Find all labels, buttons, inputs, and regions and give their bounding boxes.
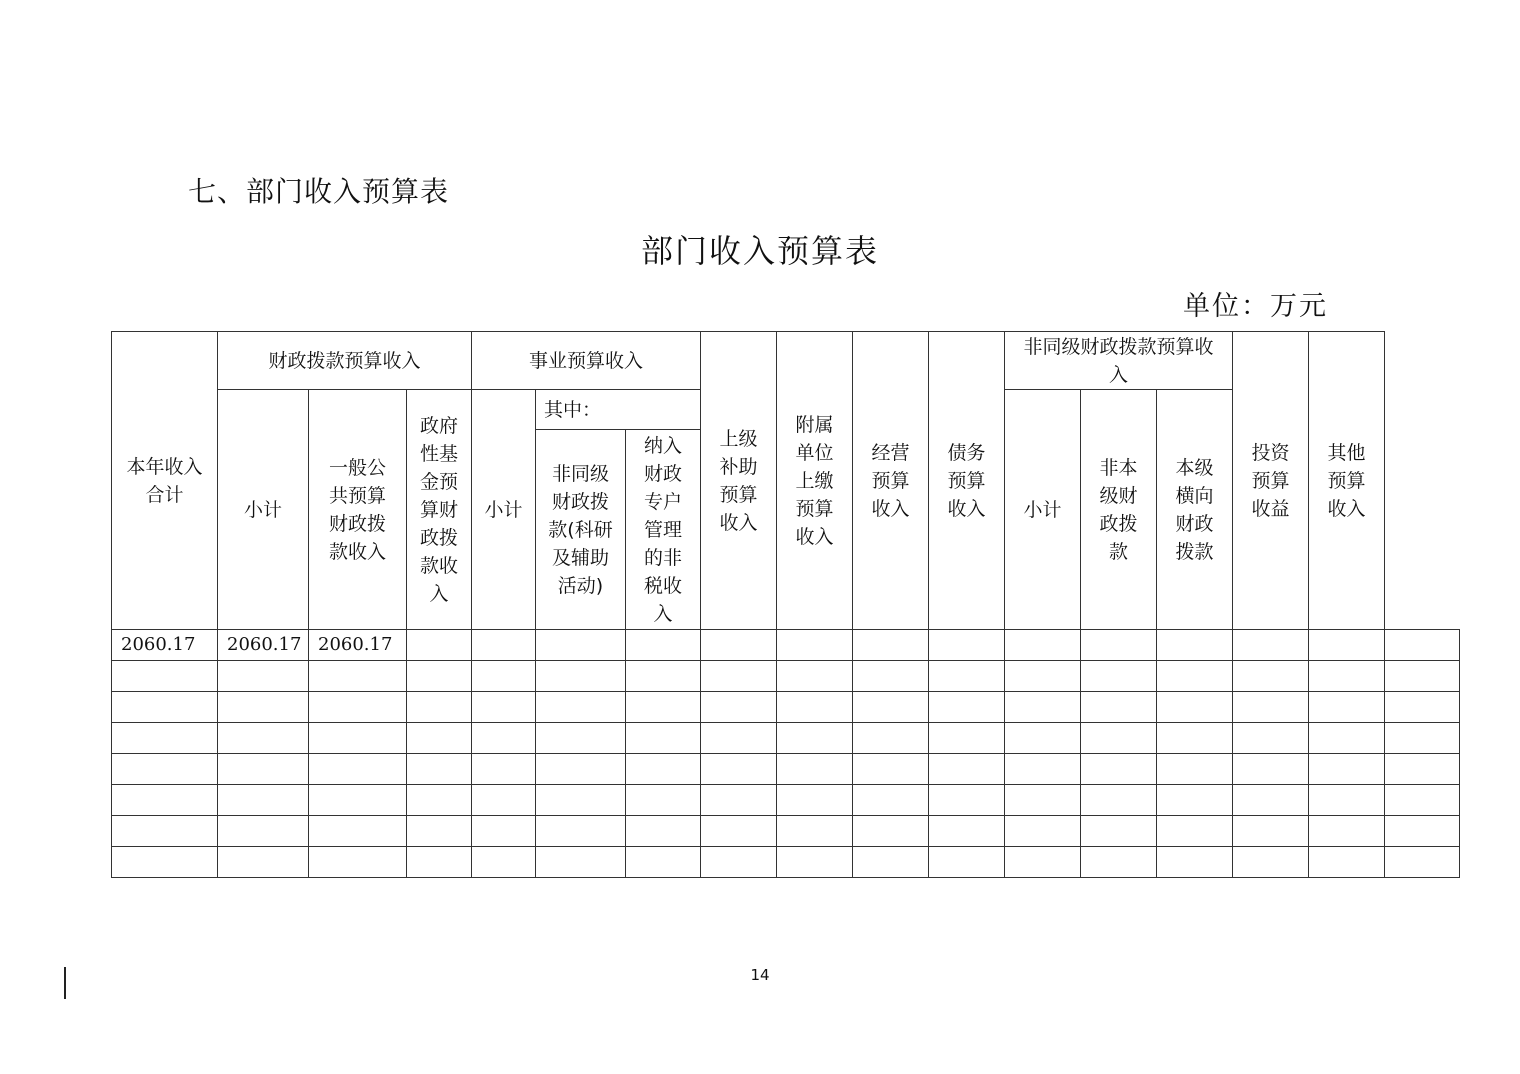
table-cell xyxy=(112,816,218,847)
table-cell xyxy=(536,723,626,754)
table-cell xyxy=(1005,847,1081,878)
table-cell xyxy=(1385,754,1460,785)
table-cell xyxy=(407,754,472,785)
table-cell xyxy=(626,661,701,692)
table-cell xyxy=(218,847,309,878)
table-cell xyxy=(929,754,1005,785)
table-cell xyxy=(1233,785,1309,816)
table-cell xyxy=(1081,692,1157,723)
table-cell xyxy=(536,630,626,661)
table-cell xyxy=(1309,816,1385,847)
table-cell xyxy=(929,692,1005,723)
header-operating: 经营预算收入 xyxy=(853,332,929,630)
table-row xyxy=(112,723,1460,754)
table-cell xyxy=(701,816,777,847)
table-cell xyxy=(309,754,407,785)
table-row xyxy=(112,816,1460,847)
table-cell xyxy=(218,785,309,816)
header-fiscal-general: 一般公共预算财政拨款收入 xyxy=(309,390,407,630)
table-cell xyxy=(407,785,472,816)
table-cell xyxy=(777,692,853,723)
table-cell xyxy=(701,661,777,692)
header-affiliate: 附属单位上缴预算收入 xyxy=(777,332,853,630)
table-cell xyxy=(472,661,536,692)
table-cell xyxy=(472,847,536,878)
table-cell xyxy=(1157,692,1233,723)
table-cell xyxy=(1385,692,1460,723)
table-cell xyxy=(1005,785,1081,816)
table-cell xyxy=(218,692,309,723)
table-cell xyxy=(777,661,853,692)
header-business-subtotal: 小计 xyxy=(472,390,536,630)
table-cell xyxy=(1385,723,1460,754)
table-cell xyxy=(472,754,536,785)
table-cell xyxy=(309,692,407,723)
table-cell xyxy=(407,847,472,878)
table-cell xyxy=(1385,661,1460,692)
table-cell xyxy=(536,754,626,785)
table-cell xyxy=(407,723,472,754)
table-cell xyxy=(701,754,777,785)
header-upper-subsidy: 上级补助预算收入 xyxy=(701,332,777,630)
header-business-of-which: 其中： xyxy=(536,390,701,430)
table-cell xyxy=(929,816,1005,847)
table-cell xyxy=(701,723,777,754)
table-cell xyxy=(112,692,218,723)
table-cell xyxy=(536,816,626,847)
table-cell xyxy=(407,661,472,692)
table-cell xyxy=(626,630,701,661)
header-fiscal-subtotal: 小计 xyxy=(218,390,309,630)
table-cell xyxy=(777,785,853,816)
header-fiscal-group: 财政拨款预算收入 xyxy=(218,332,472,390)
table-cell xyxy=(218,661,309,692)
table-cell xyxy=(853,847,929,878)
table-cell xyxy=(701,692,777,723)
table-cell xyxy=(472,816,536,847)
table-cell: 2060.17 xyxy=(112,630,218,661)
table-cell xyxy=(112,723,218,754)
table-cell xyxy=(1233,816,1309,847)
table-cell: 2060.17 xyxy=(218,630,309,661)
table-cell xyxy=(1385,847,1460,878)
table-cell xyxy=(626,723,701,754)
table-cell xyxy=(218,754,309,785)
table-cell xyxy=(1309,847,1385,878)
table-cell xyxy=(309,723,407,754)
table-cell xyxy=(777,754,853,785)
table-cell xyxy=(112,847,218,878)
table-cell xyxy=(407,816,472,847)
table-cell xyxy=(1081,785,1157,816)
table-cell xyxy=(626,847,701,878)
table-cell xyxy=(536,847,626,878)
table-cell xyxy=(1081,816,1157,847)
table-cell xyxy=(309,816,407,847)
table-cell xyxy=(701,847,777,878)
table-cell xyxy=(1385,816,1460,847)
table-cell xyxy=(1081,723,1157,754)
table-cell xyxy=(777,816,853,847)
unit-label: 单位：万元 xyxy=(1183,291,1328,322)
table-cell xyxy=(1005,723,1081,754)
table-cell xyxy=(472,630,536,661)
table-cell xyxy=(1005,754,1081,785)
table-row xyxy=(112,661,1460,692)
table-cell xyxy=(309,785,407,816)
table-cell xyxy=(112,785,218,816)
table-cell xyxy=(309,847,407,878)
table-cell xyxy=(1233,630,1309,661)
table-cell xyxy=(1157,630,1233,661)
table-cell xyxy=(218,723,309,754)
table-row xyxy=(112,754,1460,785)
table-cell xyxy=(1157,816,1233,847)
table-cell xyxy=(1233,847,1309,878)
table-cell xyxy=(1005,816,1081,847)
table-cell xyxy=(472,785,536,816)
table-cell xyxy=(1309,630,1385,661)
table-cell xyxy=(1233,661,1309,692)
table-cell xyxy=(112,661,218,692)
header-nonpeer-horizontal: 本级横向财政拨款 xyxy=(1157,390,1233,630)
header-nonpeer-group: 非同级财政拨款预算收入 xyxy=(1005,332,1233,390)
table-row xyxy=(112,785,1460,816)
table-cell xyxy=(536,692,626,723)
table-cell xyxy=(701,785,777,816)
table-cell xyxy=(701,630,777,661)
table-cell xyxy=(1309,785,1385,816)
table-cell xyxy=(309,661,407,692)
table-cell xyxy=(472,723,536,754)
table-cell xyxy=(1385,785,1460,816)
table-cell xyxy=(472,692,536,723)
table-cell xyxy=(1005,630,1081,661)
table-cell xyxy=(853,723,929,754)
table-cell xyxy=(1005,692,1081,723)
table-cell xyxy=(1157,661,1233,692)
table-cell xyxy=(626,785,701,816)
table-cell xyxy=(929,847,1005,878)
table-cell xyxy=(1157,754,1233,785)
table-cell xyxy=(1081,630,1157,661)
table-cell xyxy=(218,816,309,847)
table-cell xyxy=(1309,692,1385,723)
table-cell xyxy=(1081,754,1157,785)
table-cell xyxy=(1005,661,1081,692)
header-investment: 投资预算收益 xyxy=(1233,332,1309,630)
table-cell xyxy=(853,630,929,661)
table-cell xyxy=(1157,785,1233,816)
table-cell xyxy=(853,661,929,692)
table-cell xyxy=(1157,723,1233,754)
table-cell xyxy=(536,661,626,692)
table-cell xyxy=(1233,754,1309,785)
header-business-nonpeer: 非同级财政拨款(科研及辅助活动) xyxy=(536,430,626,630)
table-cell xyxy=(407,630,472,661)
table-title: 部门收入预算表 xyxy=(640,232,879,270)
table-cell xyxy=(853,785,929,816)
table-cell xyxy=(929,630,1005,661)
section-heading: 七、部门收入预算表 xyxy=(188,175,450,208)
header-business-group: 事业预算收入 xyxy=(472,332,701,390)
header-other: 其他预算收入 xyxy=(1309,332,1385,630)
header-nonpeer-nonlocal: 非本级财政拨款 xyxy=(1081,390,1157,630)
table-body xyxy=(112,630,1460,878)
table-cell xyxy=(853,816,929,847)
table-cell xyxy=(1233,723,1309,754)
table-cell xyxy=(929,785,1005,816)
table-cell xyxy=(1233,692,1309,723)
header-fiscal-gov-fund: 政府性基金预算财政拨款收入 xyxy=(407,390,472,630)
table-cell xyxy=(929,723,1005,754)
table-cell xyxy=(1081,847,1157,878)
table-cell xyxy=(1309,723,1385,754)
table-row xyxy=(112,692,1460,723)
table-cell xyxy=(1309,754,1385,785)
page-number: 14 xyxy=(750,966,770,984)
table-cell xyxy=(626,692,701,723)
table-cell xyxy=(407,692,472,723)
header-total: 本年收入合计 xyxy=(112,332,218,630)
table-cell xyxy=(1309,661,1385,692)
table-cell xyxy=(777,630,853,661)
header-nonpeer-subtotal: 小计 xyxy=(1005,390,1081,630)
table-row xyxy=(112,847,1460,878)
table-cell xyxy=(853,692,929,723)
table-cell xyxy=(1081,661,1157,692)
table-header xyxy=(112,332,1460,630)
table-cell xyxy=(853,754,929,785)
header-debt: 债务预算收入 xyxy=(929,332,1005,630)
table-cell xyxy=(929,661,1005,692)
table-cell xyxy=(777,723,853,754)
table-row xyxy=(112,630,1460,661)
table-cell xyxy=(1385,630,1460,661)
table-cell: 2060.17 xyxy=(309,630,407,661)
table-cell xyxy=(626,816,701,847)
header-business-special: 纳入财政专户管理的非税收入 xyxy=(626,430,701,630)
table-cell xyxy=(777,847,853,878)
income-budget-table xyxy=(111,331,1460,878)
table-cell xyxy=(626,754,701,785)
table-cell xyxy=(112,754,218,785)
table-cell xyxy=(536,785,626,816)
table-cell xyxy=(1157,847,1233,878)
